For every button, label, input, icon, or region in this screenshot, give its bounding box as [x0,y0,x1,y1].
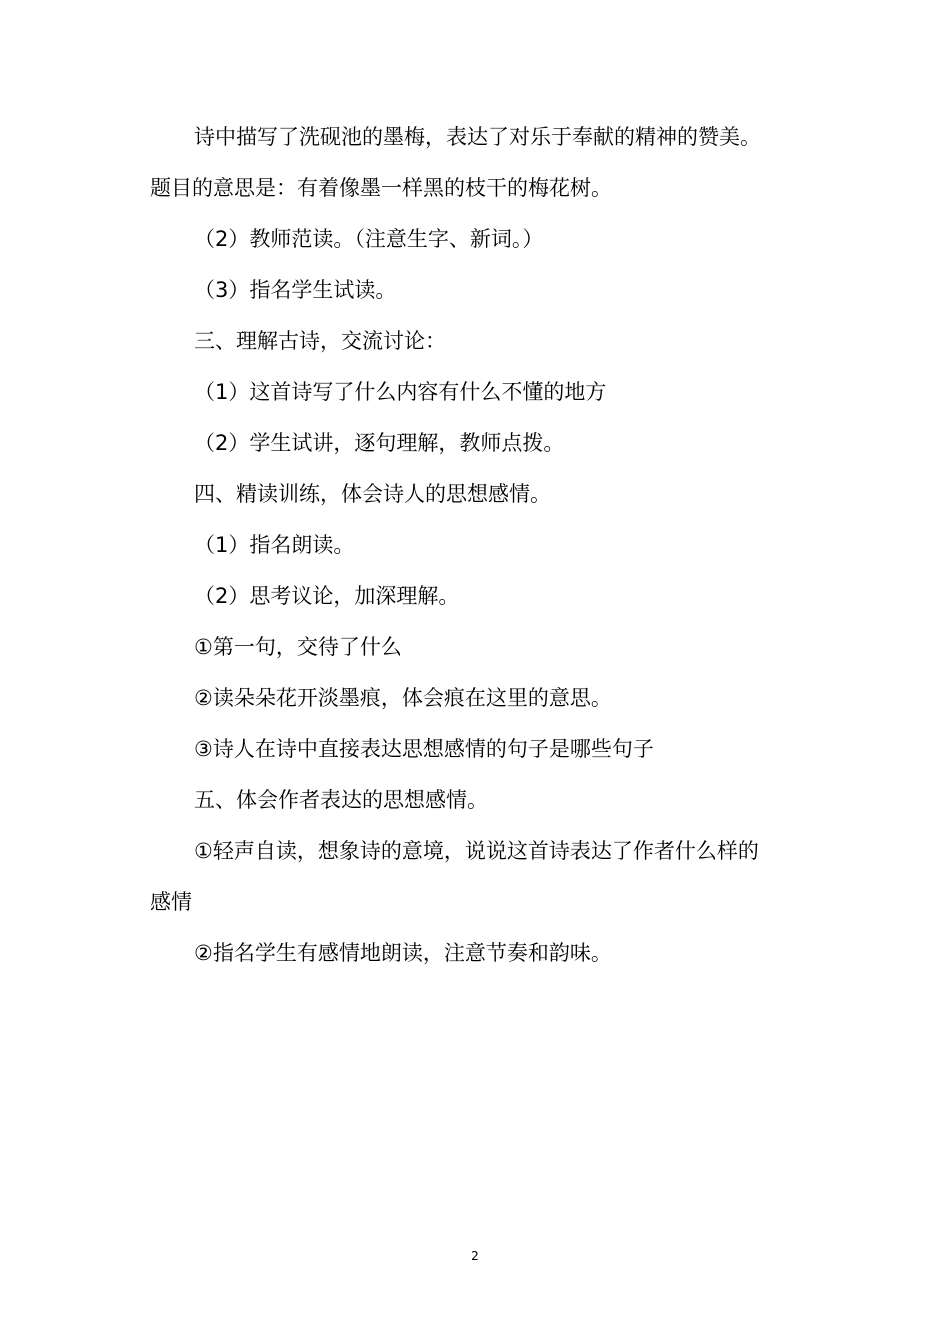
section-heading: 五、体会作者表达的思想感情。 [194,788,488,812]
paragraph-line: ①第一句，交待了什么 [194,635,402,659]
paragraph-line: ③诗人在诗中直接表达思想感情的句子是哪些句子 [194,737,654,761]
paragraph-line: ①轻声自读，想象诗的意境，说说这首诗表达了作者什么样的 [194,839,759,863]
paragraph-line: （2）思考议论，加深理解。 [194,584,460,608]
paragraph-line: 诗中描写了洗砚池的墨梅，表达了对乐于奉献的精神的赞美。 [194,125,761,149]
paragraph-line: ②读朵朵花开淡墨痕，体会痕在这里的意思。 [194,686,612,710]
section-heading: 四、精读训练，体会诗人的思想感情。 [194,482,551,506]
document-body [150,112,800,979]
paragraph-line: ②指名学生有感情地朗读，注意节奏和韵味。 [194,941,612,965]
paragraph-line: （2）学生试讲，逐句理解，教师点拨。 [194,431,565,455]
page-number: 2 [471,1249,479,1263]
paragraph-line: （3）指名学生试读。 [194,278,397,302]
paragraph-line: （1）指名朗读。 [194,533,355,557]
paragraph-line: 感情 [150,890,192,914]
paragraph-line: （1）这首诗写了什么内容有什么不懂的地方 [194,380,607,404]
section-heading: 三、理解古诗，交流讨论： [194,329,446,353]
paragraph-line: （2）教师范读。（注意生字、新词。） [194,227,544,251]
paragraph-line: 题目的意思是：有着像墨一样黑的枝干的梅花树。 [150,176,612,200]
